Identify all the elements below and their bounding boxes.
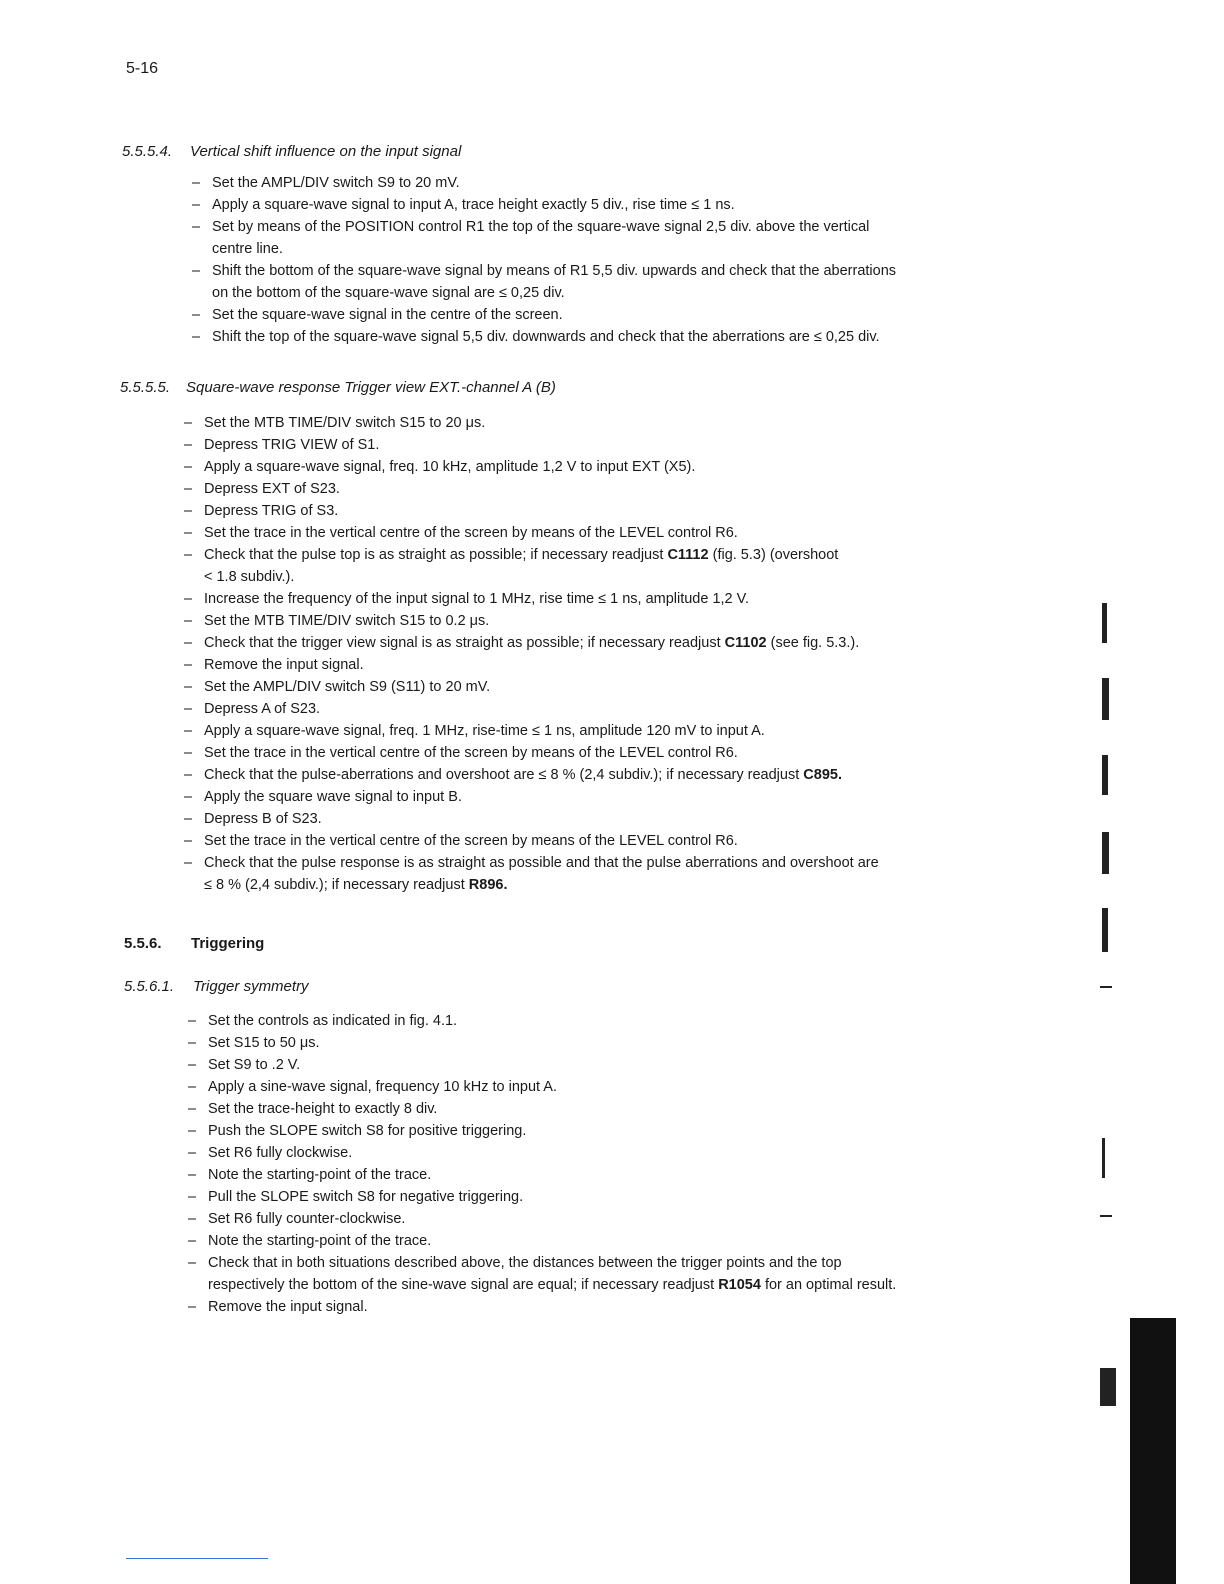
scan-edge-bar — [1130, 1318, 1176, 1584]
list-item: – Remove the input signal. — [184, 654, 1024, 676]
section-5561-steps — [188, 1010, 1048, 1318]
section-5554-steps — [192, 172, 1032, 348]
list-item: – Set S15 to 50 μs. — [188, 1032, 1048, 1054]
list-item: – Apply a square-wave signal to input A, trace height exactly 5 div., rise time ≤ 1 ns. — [192, 194, 1032, 216]
list-item: – Depress TRIG VIEW of S1. — [184, 434, 1024, 456]
list-item: – Set the trace in the vertical centre of the screen by means of the LEVEL control R6. — [184, 742, 1024, 764]
list-item: – Set the square-wave signal in the centre of the screen. — [192, 304, 1032, 326]
scan-mark — [1100, 1368, 1116, 1406]
scan-mark — [1102, 755, 1108, 795]
list-item: – Check that the trigger view signal is as straight as possible; if necessary readjust C1102 (see fig. 5.3.). — [184, 632, 1024, 654]
section-number: 5.5.5.4. — [122, 143, 173, 160]
list-item: – Increase the frequency of the input signal to 1 MHz, rise time ≤ 1 ns, amplitude 1,2 V. — [184, 588, 1024, 610]
section-title: Trigger symmetry — [193, 978, 309, 995]
section-title: Triggering — [191, 935, 265, 952]
section-5555-steps — [184, 412, 1024, 896]
scan-mark — [1100, 986, 1112, 988]
section-5555-heading — [120, 379, 556, 396]
list-item: – Set S9 to .2 V. — [188, 1054, 1048, 1076]
list-item: – Depress A of S23. — [184, 698, 1024, 720]
list-item: – Set the trace in the vertical centre of the screen by means of the LEVEL control R6. — [184, 830, 1024, 852]
section-title: Vertical shift influence on the input signal — [190, 143, 462, 160]
list-item: – Apply a sine-wave signal, frequency 10 kHz to input A. — [188, 1076, 1048, 1098]
section-556-heading — [124, 935, 264, 952]
section-number: 5.5.6. — [124, 935, 162, 952]
scan-mark — [1102, 1138, 1105, 1178]
list-item: – Set the trace in the vertical centre of the screen by means of the LEVEL control R6. — [184, 522, 1024, 544]
list-item: – Set R6 fully clockwise. — [188, 1142, 1048, 1164]
list-item: – Check that the pulse response is as straight as possible and that the pulse aberrations and overshoot are ≤ 8 % (2,4 subdiv.); if necessary readjust R896. — [184, 852, 1024, 896]
list-item: – Set the AMPL/DIV switch S9 to 20 mV. — [192, 172, 1032, 194]
list-item: – Remove the input signal. — [188, 1296, 1048, 1318]
section-number: 5.5.5.5. — [120, 379, 171, 396]
list-item: – Set the MTB TIME/DIV switch S15 to 20 μs. — [184, 412, 1024, 434]
section-number: 5.5.6.1. — [124, 978, 175, 995]
list-item: – Set the controls as indicated in fig. 4.1. — [188, 1010, 1048, 1032]
list-item: – Push the SLOPE switch S8 for positive triggering. — [188, 1120, 1048, 1142]
list-item: – Apply a square-wave signal, freq. 1 MHz, rise-time ≤ 1 ns, amplitude 120 mV to input A. — [184, 720, 1024, 742]
list-item: – Depress B of S23. — [184, 808, 1024, 830]
list-item: – Apply the square wave signal to input B. — [184, 786, 1024, 808]
section-5561-heading — [124, 978, 309, 995]
list-item: – Note the starting-point of the trace. — [188, 1230, 1048, 1252]
list-item: – Check that the pulse-aberrations and overshoot are ≤ 8 % (2,4 subdiv.); if necessary readjust C895. — [184, 764, 1024, 786]
list-item: – Depress TRIG of S3. — [184, 500, 1024, 522]
page-number: 5-16 — [126, 60, 159, 77]
list-item: – Set R6 fully counter-clockwise. — [188, 1208, 1048, 1230]
list-item: – Set the MTB TIME/DIV switch S15 to 0.2 μs. — [184, 610, 1024, 632]
list-item: – Set by means of the POSITION control R1 the top of the square-wave signal 2,5 div. above the vertical centre line. — [192, 216, 1032, 260]
list-item: – Pull the SLOPE switch S8 for negative triggering. — [188, 1186, 1048, 1208]
scan-mark — [1102, 832, 1109, 874]
list-item: – Apply a square-wave signal, freq. 10 kHz, amplitude 1,2 V to input EXT (X5). — [184, 456, 1024, 478]
footnote-rule — [126, 1558, 268, 1559]
list-item: – Check that the pulse top is as straight as possible; if necessary readjust C1112 (fig. 5.3) (overshoot < 1.8 subdiv.). — [184, 544, 1024, 588]
list-item: – Shift the bottom of the square-wave signal by means of R1 5,5 div. upwards and check that the aberrations on the bottom of the square-wave signal are ≤ 0,25 div. — [192, 260, 1032, 304]
list-item: – Check that in both situations described above, the distances between the trigger points and the top respectively the bottom of the sine-wave signal are equal; if necessary readjust R1054 for an optimal result. — [188, 1252, 1048, 1296]
scan-mark — [1102, 603, 1107, 643]
scan-mark — [1100, 1215, 1112, 1217]
list-item: – Note the starting-point of the trace. — [188, 1164, 1048, 1186]
scan-mark — [1102, 678, 1109, 720]
list-item: – Set the trace-height to exactly 8 div. — [188, 1098, 1048, 1120]
list-item: – Shift the top of the square-wave signal 5,5 div. downwards and check that the aberrations are ≤ 0,25 div. — [192, 326, 1032, 348]
list-item: – Set the AMPL/DIV switch S9 (S11) to 20 mV. — [184, 676, 1024, 698]
section-5554-heading — [122, 143, 461, 160]
scan-mark — [1102, 908, 1108, 952]
section-title: Square-wave response Trigger view EXT.-channel A (B) — [186, 379, 556, 396]
list-item: – Depress EXT of S23. — [184, 478, 1024, 500]
